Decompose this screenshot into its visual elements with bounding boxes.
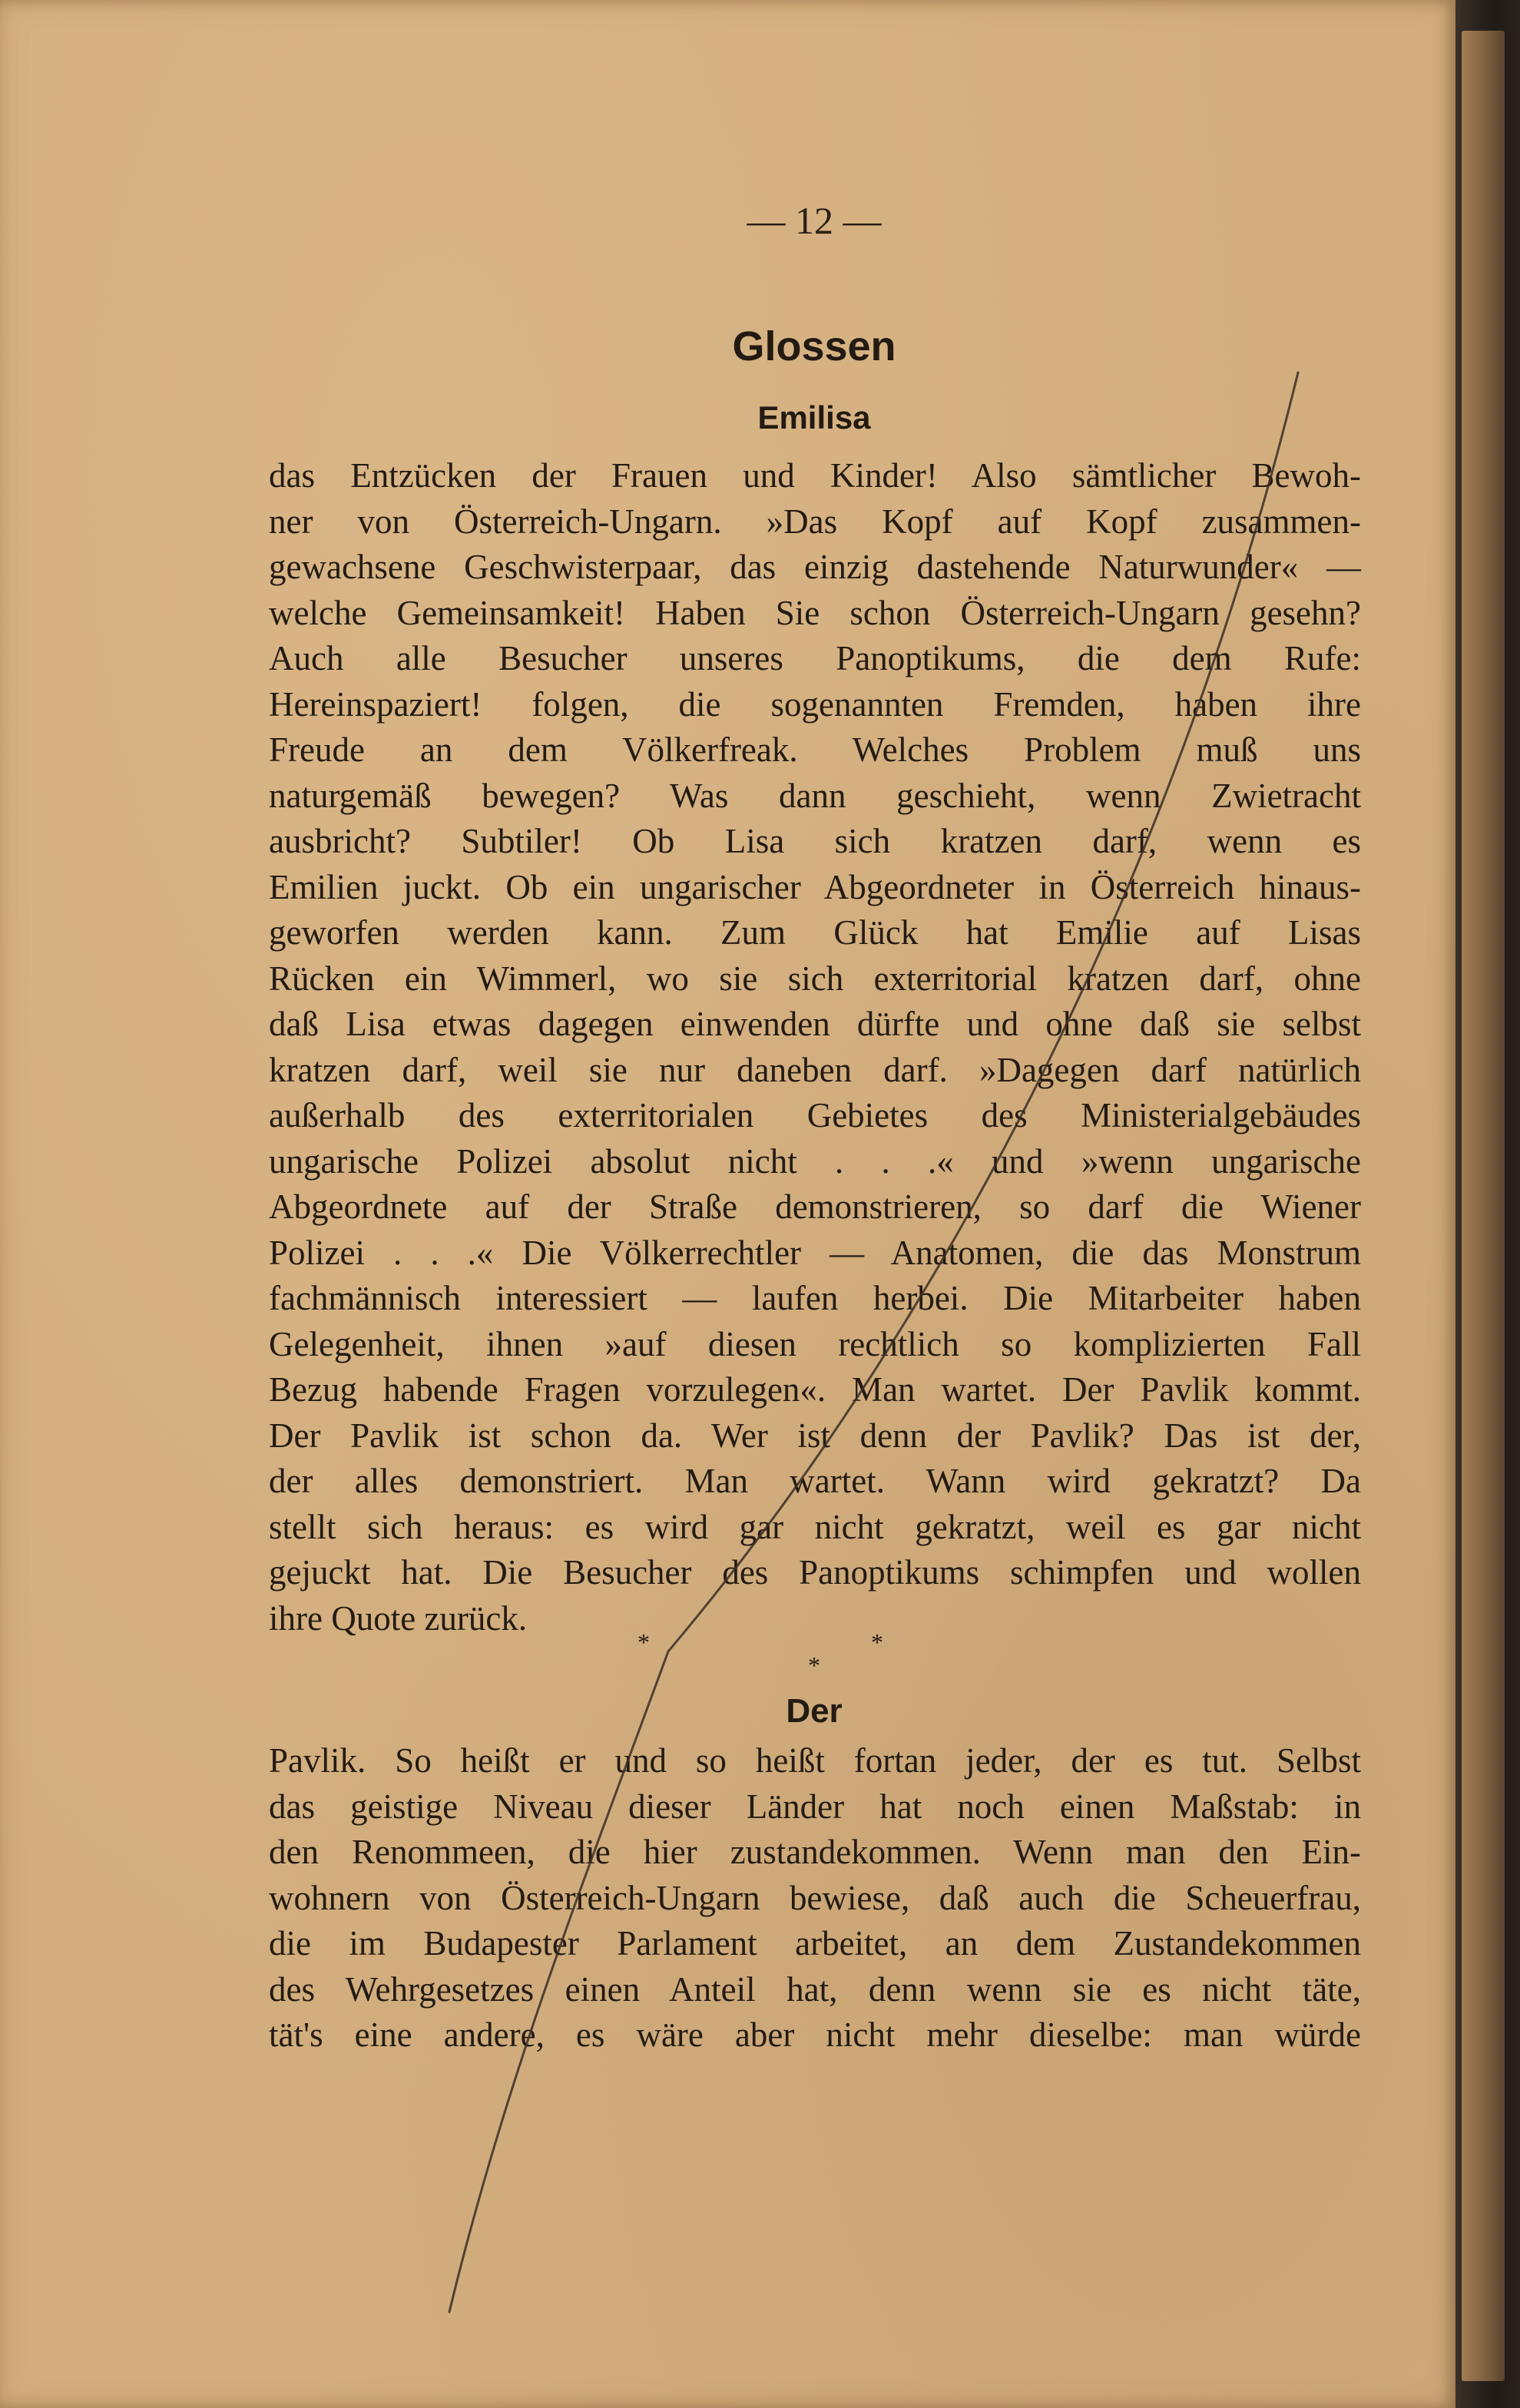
text-line: den Renommeen, die hier zustandekommen. Wenn man den Ein- (269, 1833, 1361, 1871)
section-heading: Der (786, 1692, 843, 1730)
text-line: gewachsene Geschwisterpaar, das einzig dastehende Naturwunder« — (269, 548, 1361, 586)
text-line: das geistige Niveau dieser Länder hat noch einen Maßstab: in (269, 1787, 1361, 1826)
text-line: Pavlik. So heißt er und so heißt fortan jeder, der es tut. Selbst (269, 1741, 1361, 1780)
text-line: Polizei . . .« Die Völkerrechtler — Anatomen, die das Monstrum (269, 1233, 1361, 1272)
text-line: gejuckt hat. Die Besucher des Panoptikums schimpfen und wollen (269, 1553, 1361, 1592)
text-line: des Wehrgesetzes einen Anteil hat, denn wenn sie es nicht täte, (269, 1969, 1361, 2009)
text-line: fachmännisch interessiert — laufen herbei. Die Mitarbeiter haben (269, 1279, 1361, 1317)
text-line: geworfen werden kann. Zum Glück hat Emilie auf Lisas (269, 913, 1361, 952)
text-line: ausbricht? Subtiler! Ob Lisa sich kratzen darf, wenn es (269, 822, 1361, 860)
text-line: Freude an dem Völkerfreak. Welches Problem muß uns (269, 730, 1361, 769)
text-line: Der Pavlik ist schon da. Wer ist denn der Pavlik? Das ist der, (269, 1416, 1361, 1455)
section-separator-top: * * (637, 1628, 991, 1656)
article-subtitle: Emilisa (757, 399, 871, 436)
text-line: daß Lisa etwas dagegen einwenden dürfte und ohne daß sie selbst (269, 1005, 1361, 1043)
text-line: Auch alle Besucher unseres Panoptikums, die dem Rufe: (269, 639, 1361, 677)
paragraph-der-pavlik (269, 1738, 1361, 2059)
text-line: wohnern von Österreich-Ungarn bewiese, daß auch die Scheuerfrau, (269, 1878, 1361, 1917)
text-line: der alles demonstriert. Man wartet. Wann wird gekratzt? Da (269, 1462, 1361, 1500)
text-line: Abgeordnete auf der Straße demonstrieren, so darf die Wiener (269, 1187, 1361, 1226)
paragraph-emilisa (269, 453, 1361, 1641)
book-spine-edge (1455, 0, 1520, 2408)
text-line: Rücken ein Wimmerl, wo sie sich exterritorial kratzen darf, ohne (269, 959, 1361, 998)
text-line: außerhalb des exterritorialen Gebietes des Ministerialgebäudes (269, 1096, 1361, 1134)
text-line: welche Gemeinsamkeit! Haben Sie schon Österreich-Ungarn gesehn? (269, 593, 1361, 632)
text-line: stellt sich heraus: es wird gar nicht gekratzt, weil es gar nicht (269, 1507, 1361, 1546)
text-line: ihre Quote zurück. (269, 1598, 528, 1638)
text-line: Bezug habende Fragen vorzulegen«. Man wartet. Der Pavlik kommt. (269, 1370, 1361, 1409)
text-line: das Entzücken der Frauen und Kinder! Also sämtlicher Bewoh- (269, 456, 1361, 495)
text-line: kratzen darf, weil sie nur daneben darf. »Dagegen darf natürlich (269, 1050, 1361, 1089)
text-line: ungarische Polizei absolut nicht . . .« und »wenn ungarische (269, 1141, 1361, 1181)
section-separator-bottom: * (808, 1651, 820, 1679)
text-line: naturgemäß bewegen? Was dann geschieht, wenn Zwietracht (269, 776, 1361, 815)
text-line: ner von Österreich-Ungarn. »Das Kopf auf Kopf zusammen- (269, 502, 1361, 541)
page-title: Glossen (732, 323, 896, 369)
next-page-edge (1462, 31, 1505, 2381)
text-line: Hereinspaziert! folgen, die sogenannten Fremden, haben ihre (269, 684, 1361, 724)
text-line: Gelegenheit, ihnen »auf diesen rechtlich so komplizierten Fall (269, 1324, 1361, 1363)
text-line: Emilien juckt. Ob ein ungarischer Abgeordneter in Österreich hinaus- (269, 867, 1361, 906)
page-number: — 12 — (747, 199, 882, 242)
text-line: die im Budapester Parlament arbeitet, an dem Zustandekommen (269, 1924, 1361, 1963)
text-line: tät's eine andere, es wäre aber nicht mehr dieselbe: man würde (269, 2015, 1361, 2054)
